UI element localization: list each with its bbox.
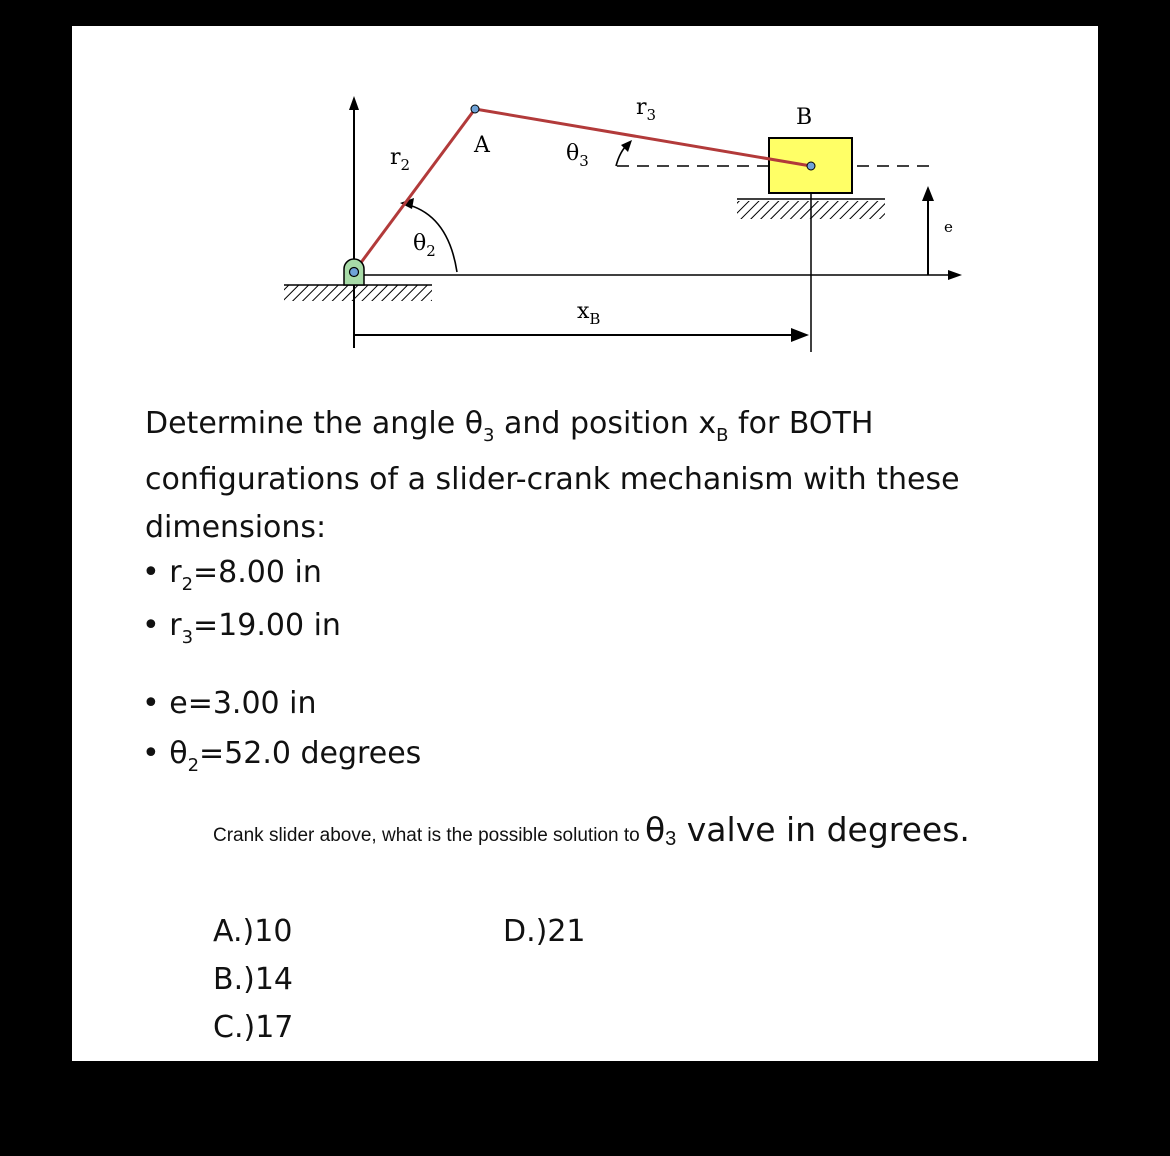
label-theta3: $\theta_3$ bbox=[566, 141, 589, 170]
options-column-2 bbox=[503, 911, 586, 952]
slider-crank-diagram bbox=[72, 26, 1098, 386]
joint-b bbox=[807, 162, 815, 170]
problem-statement bbox=[145, 396, 1045, 548]
label-theta2: $\theta_2$ bbox=[413, 231, 436, 260]
options-column-1 bbox=[213, 911, 293, 1048]
problem-line-1: Determine the angle $\theta_3$ and position $x_B$ for BOTH bbox=[145, 406, 874, 446]
e-dimension-arrow bbox=[922, 186, 934, 201]
label-e: e bbox=[944, 218, 953, 236]
label-xb: $x_B$ bbox=[577, 299, 601, 328]
y-axis-arrow bbox=[349, 96, 359, 110]
option-a[interactable]: A.)10 bbox=[213, 914, 293, 949]
joint-a bbox=[471, 105, 479, 113]
question-text: Crank slider above, what is the possible solution to $\theta_3$ valve in degrees. bbox=[213, 810, 970, 851]
ground-hatch-left bbox=[284, 285, 432, 301]
dimension-e: • e=3.00 in bbox=[142, 686, 317, 721]
label-b: B bbox=[796, 105, 813, 130]
option-b[interactable]: B.)14 bbox=[213, 962, 293, 997]
question-card bbox=[72, 26, 1098, 1061]
xb-dimension-arrow bbox=[791, 328, 809, 342]
ground-pin-joint bbox=[350, 268, 359, 277]
problem-line-2: configurations of a slider-crank mechanism with these bbox=[145, 462, 960, 497]
label-a: A bbox=[474, 133, 490, 158]
label-r2: $r_2$ bbox=[390, 145, 411, 174]
option-c[interactable]: C.)17 bbox=[213, 1010, 294, 1045]
dimension-r2: • $r_2=8.00$ in bbox=[142, 555, 322, 595]
problem-line-3: dimensions: bbox=[145, 510, 327, 545]
dimension-list-1 bbox=[142, 546, 341, 652]
dimension-theta2: • $\theta_2=52.0$ degrees bbox=[142, 736, 422, 776]
dimension-r3: • $r_3=19.00$ in bbox=[142, 608, 341, 648]
option-d[interactable]: D.)21 bbox=[503, 914, 586, 949]
x-axis-arrow bbox=[948, 270, 962, 280]
label-r3: $r_3$ bbox=[636, 95, 657, 124]
dimension-list-2 bbox=[142, 681, 421, 780]
